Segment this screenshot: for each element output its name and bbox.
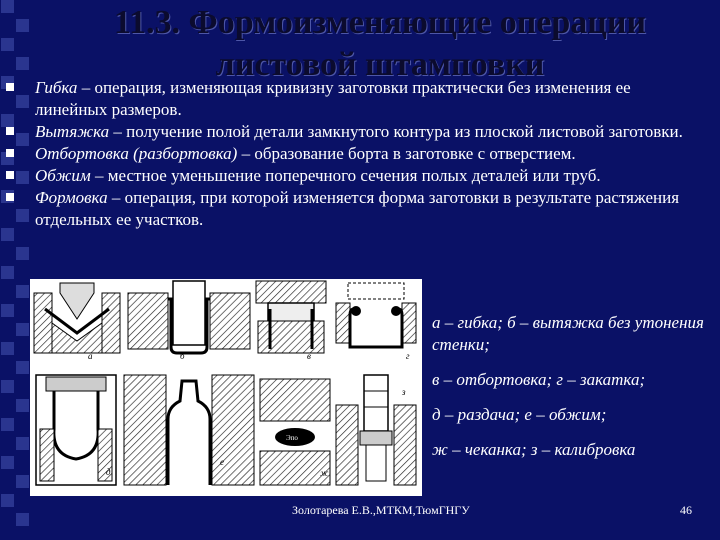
panel-g-coining <box>260 379 330 485</box>
figure-captions <box>432 312 712 474</box>
term: Гибка <box>35 78 78 97</box>
slide-title <box>60 2 700 86</box>
bullet-square-icon <box>6 171 14 179</box>
figure-label: е <box>220 457 224 467</box>
decorative-square <box>16 361 29 374</box>
term: Вытяжка <box>35 122 110 141</box>
term: Отбортовка (разбортовка) <box>35 144 238 163</box>
caption-g-h: ж – чеканка; з – калибровка <box>432 440 636 459</box>
definition: – получение полой детали замкнутого контура из плоской листовой заготовки. <box>109 122 683 141</box>
bullet-item <box>6 121 706 143</box>
panel-f-necking <box>124 375 254 485</box>
bullet-item <box>6 165 706 187</box>
decorative-square <box>1 38 14 51</box>
figure-label: г <box>406 351 410 361</box>
figure-label: з <box>402 387 406 397</box>
page-number: 46 <box>680 503 692 517</box>
title-line-1: 11.3. Формоизменяющие операции <box>113 4 647 41</box>
figure-label: а <box>88 351 93 361</box>
figure-label: д <box>106 467 111 477</box>
figure-label: ж <box>320 468 329 478</box>
bullet-square-icon <box>6 83 14 91</box>
panel-a-bending <box>34 283 120 361</box>
bullet-square-icon <box>6 149 14 157</box>
panel-h-calibration <box>336 375 416 485</box>
figure-label: в <box>307 351 311 361</box>
definition: – образование борта в заготовке с отверстием. <box>237 144 576 163</box>
decorative-square <box>1 456 14 469</box>
panel-e-expanding <box>36 375 116 485</box>
decorative-square <box>16 247 29 260</box>
decorative-square <box>16 513 29 526</box>
stamping-operations-figure <box>30 279 422 496</box>
panel-c-flanging <box>256 281 326 361</box>
decorative-square <box>1 342 14 355</box>
decorative-square <box>16 285 29 298</box>
figure-label: б <box>180 351 185 361</box>
caption-c-d: в – отбортовка; г – закатка; <box>432 370 646 389</box>
decorative-square <box>16 57 29 70</box>
definition: – операция, изменяющая кривизну заготовки практически без изменения ее линейных размеров. <box>35 78 631 119</box>
bullet-item <box>6 187 706 231</box>
panel-d-curling <box>336 283 416 361</box>
panel-b-drawing <box>128 281 250 361</box>
caption-a-b: а – гибка; б – вытяжка без утонения стенки; <box>432 313 704 354</box>
decorative-square <box>16 437 29 450</box>
decorative-square <box>16 399 29 412</box>
decorative-square <box>1 304 14 317</box>
definition: – операция, при которой изменяется форма заготовки в результате растяжения отдельных ее участков. <box>35 188 680 229</box>
slide-footer: Золотарева Е.В.,МТКМ,ТюмГНГУ <box>292 503 470 517</box>
decorative-square <box>1 380 14 393</box>
term: Формовка <box>35 188 108 207</box>
title-line-2: листовой штамповки <box>215 46 545 83</box>
term: Обжим <box>35 166 91 185</box>
decorative-square <box>1 266 14 279</box>
decorative-square <box>16 19 29 32</box>
definition: – местное уменьшение поперечного сечения полых деталей или труб. <box>90 166 601 185</box>
bullet-square-icon <box>6 193 14 201</box>
decorative-square <box>16 323 29 336</box>
decorative-square <box>1 494 14 507</box>
definition-list <box>6 77 706 231</box>
caption-e-f: д – раздача; е – обжим; <box>432 405 607 424</box>
decorative-square <box>1 418 14 431</box>
decorative-square <box>16 475 29 488</box>
decorative-square <box>1 0 14 13</box>
svg-text:Эпо: Эпо <box>286 434 298 442</box>
bullet-square-icon <box>6 127 14 135</box>
bullet-item <box>6 77 706 121</box>
bullet-item <box>6 143 706 165</box>
